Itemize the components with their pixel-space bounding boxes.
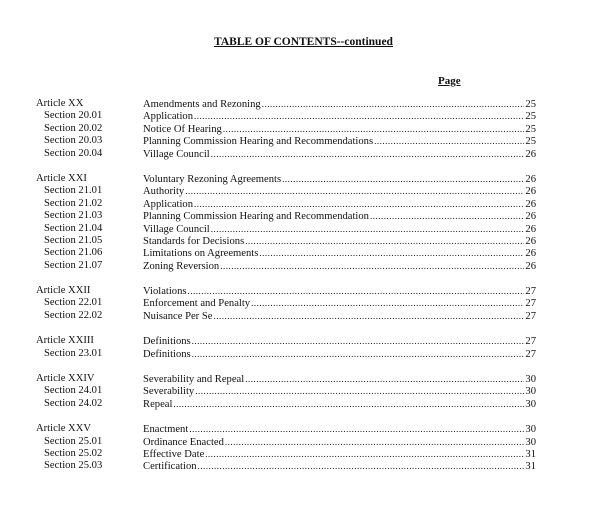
- toc-entry-label: Section 23.01: [44, 347, 103, 359]
- toc-entry-label: Section 24.02: [44, 397, 103, 409]
- table-of-contents: [0, 98, 607, 486]
- toc-article-row: [0, 173, 607, 185]
- dot-leader: [374, 135, 524, 147]
- toc-entry-label: Section 21.07: [44, 259, 103, 271]
- toc-entry: [143, 285, 536, 298]
- toc-entry: [143, 297, 536, 310]
- toc-page-number: 30: [525, 374, 536, 386]
- toc-entry-title: Ordinance Enacted: [143, 436, 224, 448]
- dot-leader: [282, 173, 524, 185]
- toc-entry-label: Section 20.04: [44, 147, 103, 159]
- dot-leader: [198, 460, 524, 472]
- toc-section-row: [0, 210, 607, 222]
- toc-group: [0, 173, 607, 272]
- toc-entry-title: Amendments and Rezoning: [143, 99, 261, 110]
- toc-entry-label: Section 20.01: [44, 110, 103, 122]
- toc-page-number: 30: [525, 386, 536, 398]
- toc-entry-label: Article XXI: [36, 172, 87, 184]
- toc-page-number: 26: [525, 235, 536, 247]
- dot-leader: [262, 98, 524, 110]
- dot-leader: [223, 123, 524, 135]
- toc-entry-title: Zoning Reversion: [143, 260, 220, 272]
- toc-entry-title: Authority: [143, 186, 185, 198]
- toc-page-number: 27: [525, 336, 536, 348]
- toc-entry-title: Village Council: [143, 223, 210, 235]
- toc-entry-label: Section 22.02: [44, 309, 103, 321]
- dot-leader: [251, 297, 524, 309]
- toc-entry-title: Severability: [143, 386, 195, 398]
- toc-page-number: 26: [525, 223, 536, 235]
- toc-entry-title: Repeal: [143, 398, 173, 410]
- dot-leader: [194, 198, 524, 210]
- toc-section-row: [0, 235, 607, 247]
- toc-section-row: [0, 223, 607, 235]
- toc-section-row: [0, 398, 607, 410]
- toc-article-row: [0, 373, 607, 385]
- toc-page-number: 26: [525, 186, 536, 198]
- toc-page-number: 25: [525, 123, 536, 135]
- toc-page-number: 27: [525, 348, 536, 360]
- toc-entry-label: Section 22.01: [44, 297, 103, 309]
- dot-leader: [211, 148, 524, 160]
- toc-entry-label: Article XXV: [36, 423, 92, 435]
- toc-article-row: [0, 98, 607, 110]
- toc-entry: [143, 185, 536, 198]
- toc-entry-title: Enactment: [143, 424, 189, 436]
- toc-entry-title: Violations: [143, 286, 187, 298]
- toc-page-number: 27: [525, 298, 536, 310]
- toc-entry-label: Article XXII: [36, 285, 91, 297]
- toc-entry: [143, 436, 536, 449]
- dot-leader: [259, 247, 524, 259]
- toc-page-number: 26: [525, 260, 536, 272]
- toc-entry: [143, 310, 536, 323]
- toc-section-row: [0, 123, 607, 135]
- toc-section-row: [0, 460, 607, 472]
- toc-entry-label: Section 20.03: [44, 135, 103, 147]
- toc-group: [0, 423, 607, 473]
- toc-entry-title: Limitations on Agreements: [143, 248, 259, 260]
- toc-entry: [143, 260, 536, 273]
- toc-page-number: 25: [525, 111, 536, 123]
- dot-leader: [211, 223, 524, 235]
- toc-section-row: [0, 448, 607, 460]
- toc-group: [0, 373, 607, 410]
- toc-entry: [143, 198, 536, 211]
- dot-leader: [245, 235, 524, 247]
- dot-leader: [194, 110, 524, 122]
- toc-entry: [143, 173, 536, 186]
- page-title: TABLE OF CONTENTS--continued: [214, 36, 393, 48]
- toc-entry: [143, 448, 536, 461]
- toc-group: [0, 98, 607, 160]
- toc-group: [0, 335, 607, 360]
- dot-leader: [185, 185, 524, 197]
- toc-entry-label: Section 21.03: [44, 210, 103, 222]
- toc-entry: [143, 348, 536, 361]
- dot-leader: [188, 285, 524, 297]
- toc-entry-label: Section 21.04: [44, 222, 103, 234]
- dot-leader: [213, 310, 524, 322]
- toc-entry: [143, 223, 536, 236]
- toc-page-number: 27: [525, 286, 536, 298]
- dot-leader: [225, 436, 524, 448]
- dot-leader: [189, 423, 524, 435]
- toc-page-number: 26: [525, 198, 536, 210]
- dot-leader: [205, 448, 524, 460]
- toc-entry-label: Article XXIV: [36, 373, 95, 385]
- toc-page-number: 27: [525, 310, 536, 322]
- toc-entry-title: Definitions: [143, 336, 191, 348]
- toc-entry-title: Application: [143, 111, 194, 123]
- toc-page-number: 31: [525, 461, 536, 473]
- toc-entry: [143, 373, 536, 386]
- dot-leader: [195, 385, 524, 397]
- toc-entry: [143, 210, 536, 223]
- dot-leader: [370, 210, 524, 222]
- toc-page-number: 31: [525, 448, 536, 460]
- toc-page-number: 26: [525, 148, 536, 160]
- toc-entry: [143, 135, 536, 148]
- toc-group: [0, 285, 607, 322]
- toc-entry-title: Certification: [143, 461, 197, 473]
- toc-entry: [143, 247, 536, 260]
- toc-section-row: [0, 198, 607, 210]
- toc-section-row: [0, 148, 607, 160]
- toc-section-row: [0, 260, 607, 272]
- toc-entry-title: Notice Of Hearing: [143, 123, 222, 135]
- toc-entry-label: Section 21.05: [44, 234, 103, 246]
- toc-page-number: 30: [525, 436, 536, 448]
- dot-leader: [245, 373, 524, 385]
- toc-entry: [143, 335, 536, 348]
- toc-section-row: [0, 110, 607, 122]
- toc-entry: [143, 460, 536, 473]
- toc-entry: [143, 123, 536, 136]
- toc-section-row: [0, 348, 607, 360]
- toc-entry-label: Section 25.01: [44, 435, 103, 447]
- toc-section-row: [0, 297, 607, 309]
- toc-section-row: [0, 310, 607, 322]
- toc-entry: [143, 235, 536, 248]
- toc-entry: [143, 148, 536, 161]
- toc-entry-label: Section 21.01: [44, 185, 103, 197]
- toc-section-row: [0, 135, 607, 147]
- toc-entry-label: Article XX: [36, 98, 84, 109]
- toc-entry: [143, 423, 536, 436]
- toc-entry-label: Article XXIII: [36, 335, 94, 347]
- toc-entry: [143, 110, 536, 123]
- toc-section-row: [0, 185, 607, 197]
- toc-entry-label: Section 25.03: [44, 460, 103, 472]
- toc-entry: [143, 385, 536, 398]
- toc-section-row: [0, 436, 607, 448]
- dot-leader: [192, 348, 524, 360]
- toc-page-number: 30: [525, 398, 536, 410]
- toc-entry-title: Planning Commission Hearing and Recommendations: [143, 136, 374, 148]
- toc-article-row: [0, 423, 607, 435]
- toc-page-number: 30: [525, 424, 536, 436]
- toc-entry-label: Section 24.01: [44, 385, 103, 397]
- page-column-header: Page: [438, 75, 461, 87]
- toc-entry-title: Planning Commission Hearing and Recommendation: [143, 211, 369, 223]
- toc-entry-title: Standards for Decisions: [143, 235, 245, 247]
- toc-entry-label: Section 25.02: [44, 447, 103, 459]
- toc-entry-title: Effective Date: [143, 448, 205, 460]
- toc-entry: [143, 398, 536, 411]
- toc-entry-title: Definitions: [143, 348, 191, 360]
- toc-entry-title: Nuisance Per Se: [143, 310, 213, 322]
- toc-article-row: [0, 335, 607, 347]
- toc-page-number: 26: [525, 248, 536, 260]
- toc-page-number: 25: [525, 99, 536, 110]
- toc-section-row: [0, 385, 607, 397]
- toc-page-number: 25: [525, 136, 536, 148]
- toc-entry: [143, 98, 536, 111]
- dot-leader: [192, 335, 524, 347]
- toc-entry-title: Application: [143, 198, 194, 210]
- toc-page-number: 26: [525, 211, 536, 223]
- toc-entry-title: Severability and Repeal: [143, 374, 245, 386]
- toc-entry-label: Section 21.06: [44, 247, 103, 259]
- dot-leader: [220, 260, 524, 272]
- toc-entry-title: Village Council: [143, 148, 210, 160]
- toc-entry-label: Section 20.02: [44, 122, 103, 134]
- toc-section-row: [0, 247, 607, 259]
- toc-article-row: [0, 285, 607, 297]
- toc-page-number: 26: [525, 173, 536, 185]
- toc-entry-label: Section 21.02: [44, 197, 103, 209]
- dot-leader: [173, 398, 524, 410]
- toc-entry-title: Enforcement and Penalty: [143, 298, 251, 310]
- toc-entry-title: Voluntary Rezoning Agreements: [143, 173, 282, 185]
